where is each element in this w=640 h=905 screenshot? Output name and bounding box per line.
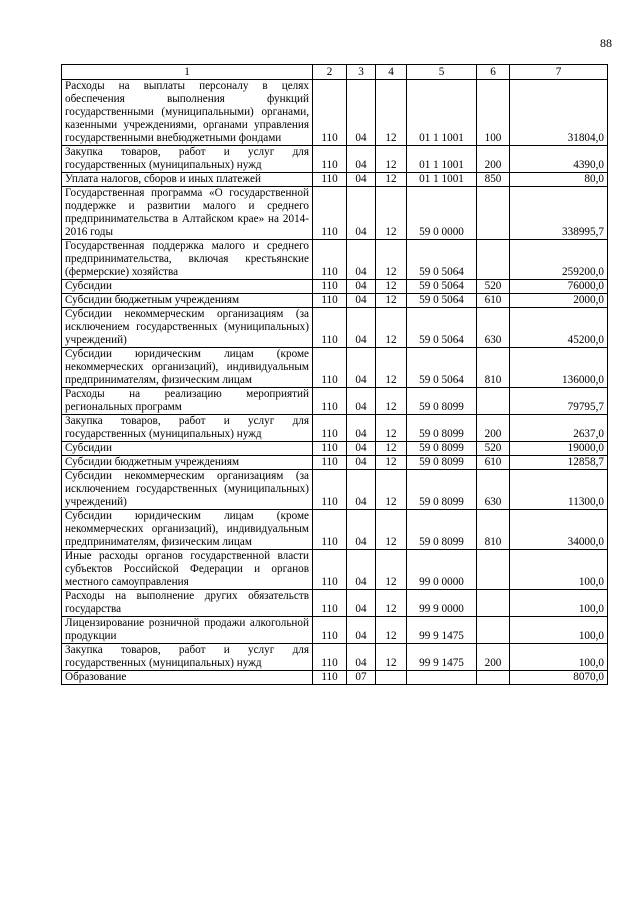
section-code-cell: 04 <box>347 470 376 510</box>
table-row <box>62 671 608 685</box>
row-name-cell: Закупка товаров, работ и услуг для государственных (муниципальных) нужд <box>62 146 313 173</box>
row-name-cell: Уплата налогов, сборов и иных платежей <box>62 173 313 187</box>
table-row <box>62 146 608 173</box>
table-row <box>62 294 608 308</box>
table-row <box>62 388 608 415</box>
row-name-cell: Закупка товаров, работ и услуг для государственных (муниципальных) нужд <box>62 644 313 671</box>
section-code-cell: 04 <box>347 415 376 442</box>
subsection-code-cell: 12 <box>376 388 407 415</box>
subsection-code-cell: 12 <box>376 280 407 294</box>
ministry-code-cell: 110 <box>313 348 347 388</box>
subsection-code-cell: 12 <box>376 146 407 173</box>
expense-type-cell: 610 <box>477 456 510 470</box>
section-code-cell: 04 <box>347 388 376 415</box>
row-name-cell: Субсидии бюджетным учреждениям <box>62 294 313 308</box>
ministry-code-cell: 110 <box>313 671 347 685</box>
subsection-code-cell: 12 <box>376 294 407 308</box>
section-code-cell: 04 <box>347 80 376 146</box>
section-code-cell: 04 <box>347 550 376 590</box>
amount-cell: 34000,0 <box>510 510 608 550</box>
table-row <box>62 442 608 456</box>
subsection-code-cell: 12 <box>376 617 407 644</box>
ministry-code-cell: 110 <box>313 415 347 442</box>
row-name-cell: Расходы на реализацию мероприятий региональных программ <box>62 388 313 415</box>
subsection-code-cell: 12 <box>376 308 407 348</box>
row-name-cell: Образование <box>62 671 313 685</box>
ministry-code-cell: 110 <box>313 308 347 348</box>
amount-cell: 31804,0 <box>510 80 608 146</box>
subsection-code-cell: 12 <box>376 590 407 617</box>
expense-type-cell: 100 <box>477 80 510 146</box>
target-article-cell: 59 0 5064 <box>407 294 477 308</box>
subsection-code-cell: 12 <box>376 644 407 671</box>
ministry-code-cell: 110 <box>313 294 347 308</box>
section-code-cell: 04 <box>347 308 376 348</box>
ministry-code-cell: 110 <box>313 442 347 456</box>
expense-type-cell: 810 <box>477 510 510 550</box>
target-article-cell: 59 0 8099 <box>407 415 477 442</box>
table-row <box>62 187 608 240</box>
subsection-code-cell: 12 <box>376 80 407 146</box>
amount-cell: 45200,0 <box>510 308 608 348</box>
table-row <box>62 173 608 187</box>
amount-cell: 100,0 <box>510 644 608 671</box>
section-code-cell: 04 <box>347 280 376 294</box>
target-article-cell: 59 0 5064 <box>407 308 477 348</box>
expense-type-cell <box>477 617 510 644</box>
target-article-cell: 59 0 0000 <box>407 187 477 240</box>
amount-cell: 12858,7 <box>510 456 608 470</box>
page-number: 88 <box>600 36 612 50</box>
amount-cell: 19000,0 <box>510 442 608 456</box>
ministry-code-cell: 110 <box>313 146 347 173</box>
expense-type-cell: 810 <box>477 348 510 388</box>
row-name-cell: Государственная программа «О государственной поддержке и развитии малого и среднего предпринимательства в Алтайском крае» на 2014-2016 годы <box>62 187 313 240</box>
amount-cell: 2637,0 <box>510 415 608 442</box>
target-article-cell: 99 9 1475 <box>407 644 477 671</box>
column-number-header: 4 <box>376 65 407 80</box>
row-name-cell: Субсидии <box>62 280 313 294</box>
target-article-cell: 59 0 8099 <box>407 388 477 415</box>
table-row <box>62 240 608 280</box>
target-article-cell: 01 1 1001 <box>407 173 477 187</box>
column-number-header: 6 <box>477 65 510 80</box>
target-article-cell: 59 0 8099 <box>407 456 477 470</box>
table-header-row <box>62 65 608 80</box>
amount-cell: 259200,0 <box>510 240 608 280</box>
section-code-cell: 04 <box>347 348 376 388</box>
column-number-header: 5 <box>407 65 477 80</box>
amount-cell: 136000,0 <box>510 348 608 388</box>
target-article-cell: 99 0 0000 <box>407 550 477 590</box>
expense-type-cell <box>477 240 510 280</box>
amount-cell: 11300,0 <box>510 470 608 510</box>
ministry-code-cell: 110 <box>313 187 347 240</box>
table-row <box>62 470 608 510</box>
ministry-code-cell: 110 <box>313 240 347 280</box>
section-code-cell: 07 <box>347 671 376 685</box>
amount-cell: 80,0 <box>510 173 608 187</box>
table-row <box>62 308 608 348</box>
ministry-code-cell: 110 <box>313 388 347 415</box>
row-name-cell: Иные расходы органов государственной власти субъектов Российской Федерации и органов местного самоуправления <box>62 550 313 590</box>
subsection-code-cell: 12 <box>376 470 407 510</box>
target-article-cell: 99 9 0000 <box>407 590 477 617</box>
ministry-code-cell: 110 <box>313 550 347 590</box>
subsection-code-cell: 12 <box>376 187 407 240</box>
subsection-code-cell: 12 <box>376 510 407 550</box>
column-number-header: 7 <box>510 65 608 80</box>
row-name-cell: Расходы на выполнение других обязательств государства <box>62 590 313 617</box>
row-name-cell: Лицензирование розничной продажи алкогольной продукции <box>62 617 313 644</box>
section-code-cell: 04 <box>347 173 376 187</box>
expense-type-cell: 200 <box>477 146 510 173</box>
column-number-header: 3 <box>347 65 376 80</box>
amount-cell: 79795,7 <box>510 388 608 415</box>
column-number-header: 2 <box>313 65 347 80</box>
ministry-code-cell: 110 <box>313 644 347 671</box>
table-row <box>62 80 608 146</box>
amount-cell: 100,0 <box>510 550 608 590</box>
ministry-code-cell: 110 <box>313 590 347 617</box>
expense-type-cell: 200 <box>477 644 510 671</box>
table-row <box>62 280 608 294</box>
subsection-code-cell: 12 <box>376 348 407 388</box>
target-article-cell: 99 9 1475 <box>407 617 477 644</box>
table-row <box>62 550 608 590</box>
section-code-cell: 04 <box>347 240 376 280</box>
section-code-cell: 04 <box>347 442 376 456</box>
expense-type-cell: 520 <box>477 280 510 294</box>
amount-cell: 4390,0 <box>510 146 608 173</box>
target-article-cell <box>407 671 477 685</box>
expense-type-cell <box>477 671 510 685</box>
target-article-cell: 59 0 8099 <box>407 470 477 510</box>
target-article-cell: 59 0 5064 <box>407 280 477 294</box>
subsection-code-cell: 12 <box>376 415 407 442</box>
target-article-cell: 59 0 5064 <box>407 240 477 280</box>
amount-cell: 100,0 <box>510 617 608 644</box>
expense-type-cell: 200 <box>477 415 510 442</box>
expense-type-cell: 610 <box>477 294 510 308</box>
expense-type-cell: 520 <box>477 442 510 456</box>
ministry-code-cell: 110 <box>313 280 347 294</box>
row-name-cell: Закупка товаров, работ и услуг для государственных (муниципальных) нужд <box>62 415 313 442</box>
expense-type-cell <box>477 187 510 240</box>
table-row <box>62 510 608 550</box>
ministry-code-cell: 110 <box>313 456 347 470</box>
budget-table <box>61 64 608 685</box>
row-name-cell: Субсидии юридическим лицам (кроме некоммерческих организаций), индивидуальным предпринимателям, физическим лицам <box>62 510 313 550</box>
expense-type-cell: 630 <box>477 308 510 348</box>
section-code-cell: 04 <box>347 187 376 240</box>
expense-type-cell <box>477 550 510 590</box>
ministry-code-cell: 110 <box>313 80 347 146</box>
row-name-cell: Субсидии некоммерческим организациям (за исключением государственных (муниципальных) учреждений) <box>62 470 313 510</box>
ministry-code-cell: 110 <box>313 470 347 510</box>
target-article-cell: 59 0 5064 <box>407 348 477 388</box>
subsection-code-cell: 12 <box>376 240 407 280</box>
table-row <box>62 348 608 388</box>
column-number-header: 1 <box>62 65 313 80</box>
ministry-code-cell: 110 <box>313 510 347 550</box>
section-code-cell: 04 <box>347 590 376 617</box>
row-name-cell: Расходы на выплаты персоналу в целях обеспечения выполнения функций государственными (муниципальными) органами, казенными учреждениями, органами управления государственными внебюджетными фондами <box>62 80 313 146</box>
amount-cell: 338995,7 <box>510 187 608 240</box>
section-code-cell: 04 <box>347 456 376 470</box>
ministry-code-cell: 110 <box>313 173 347 187</box>
row-name-cell: Субсидии бюджетным учреждениям <box>62 456 313 470</box>
ministry-code-cell: 110 <box>313 617 347 644</box>
amount-cell: 76000,0 <box>510 280 608 294</box>
target-article-cell: 01 1 1001 <box>407 80 477 146</box>
expense-type-cell: 850 <box>477 173 510 187</box>
row-name-cell: Субсидии <box>62 442 313 456</box>
target-article-cell: 59 0 8099 <box>407 442 477 456</box>
table-row <box>62 590 608 617</box>
amount-cell: 8070,0 <box>510 671 608 685</box>
row-name-cell: Субсидии юридическим лицам (кроме некоммерческих организаций), индивидуальным предпринимателям, физическим лицам <box>62 348 313 388</box>
row-name-cell: Государственная поддержка малого и среднего предпринимательства, включая крестьянские (фермерские) хозяйства <box>62 240 313 280</box>
amount-cell: 100,0 <box>510 590 608 617</box>
subsection-code-cell: 12 <box>376 550 407 590</box>
table-row <box>62 644 608 671</box>
section-code-cell: 04 <box>347 510 376 550</box>
subsection-code-cell: 12 <box>376 173 407 187</box>
amount-cell: 2000,0 <box>510 294 608 308</box>
subsection-code-cell: 12 <box>376 456 407 470</box>
expense-type-cell: 630 <box>477 470 510 510</box>
target-article-cell: 01 1 1001 <box>407 146 477 173</box>
section-code-cell: 04 <box>347 146 376 173</box>
row-name-cell: Субсидии некоммерческим организациям (за исключением государственных (муниципальных) учреждений) <box>62 308 313 348</box>
expense-type-cell <box>477 590 510 617</box>
table-row <box>62 617 608 644</box>
table-row <box>62 415 608 442</box>
target-article-cell: 59 0 8099 <box>407 510 477 550</box>
section-code-cell: 04 <box>347 617 376 644</box>
expense-type-cell <box>477 388 510 415</box>
table-row <box>62 456 608 470</box>
subsection-code-cell: 12 <box>376 442 407 456</box>
subsection-code-cell <box>376 671 407 685</box>
section-code-cell: 04 <box>347 644 376 671</box>
section-code-cell: 04 <box>347 294 376 308</box>
